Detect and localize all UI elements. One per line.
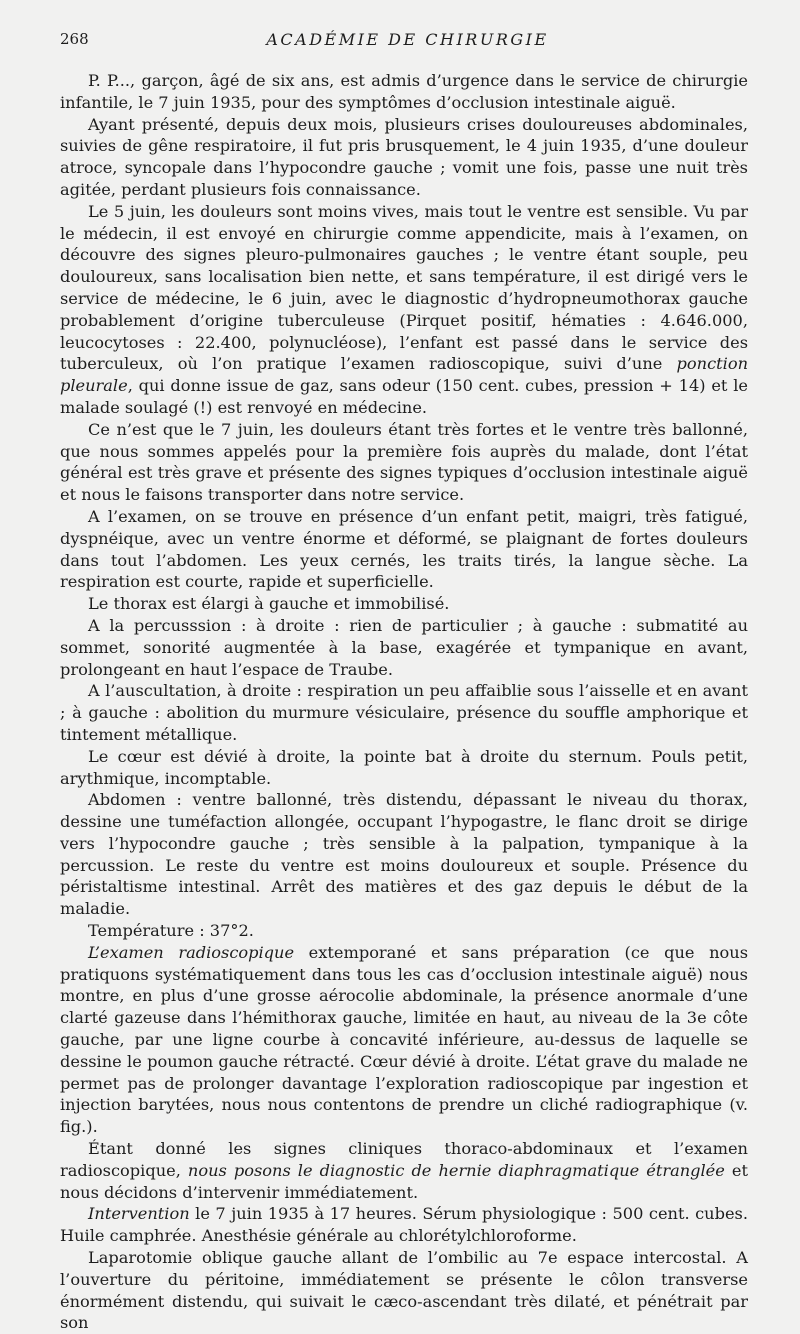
paragraph: Le thorax est élargi à gauche et immobilisé. [88,594,450,614]
paragraph: Température : 37°2. [88,921,254,941]
paragraph: L’examen radioscopique extemporané et sans préparation (ce que nous pratiquons systématiquement dans tous les cas d’occlusion intestinale aiguë) nous montre, en plus d’une grosse aérocolie abdominale, la présence anormale d’une clarté gazeuse dans l’hémithorax gauche, limitée en haut, au niveau de la 3e côte gauche, par une ligne courbe à concavité inférieure, au-dessus de laquelle se dessine le poumon gauche rétracté. Cœur dévié à droite. L’état grave du malade ne permet pas de prolonger davantage l’exploration radioscopique par ingestion et injection barytées, nous nous contentons de prendre un cliché radiographique (v. fig.). [60,942,749,1137]
paragraph: Laparotomie oblique gauche allant de l’ombilic au 7e espace intercostal. A l’ouverture du péritoine, immédiatement se présente le côlon transverse énormément distendu, qui suivait le cæco-ascendant très dilaté, et pénétrait par son [60,1248,748,1333]
paragraph: A l’examen, on se trouve en présence d’un enfant petit, maigri, très fatigué, dyspnéique, avec un ventre énorme et déformé, se plaignant de fortes douleurs dans tout l’abdomen. Les yeux cernés, les traits tirés, la langue sèche. La respiration est courte, rapide et superficielle. [60,506,748,592]
italic-text: Intervention [88,1204,190,1224]
paragraph: Ce n’est que le 7 juin, les douleurs étant très fortes et le ventre très ballonné, que nous sommes appelés pour la première fois auprès du malade, dont l’état général est très grave et présente des signes typiques d’occlusion intestinale aiguë et nous le faisons transporter dans notre service. [60,419,748,505]
paragraph: P. P..., garçon, âgé de six ans, est admis d’urgence dans le service de chirurgie infantile, le 7 juin 1935, pour des symptômes d’occlusion intestinale aiguë. [60,71,748,112]
paragraph: Abdomen : ventre ballonné, très distendu, dépassant le niveau du thorax, dessine une tuméfaction allongée, occupant l’hypogastre, le flanc droit se dirige vers l’hypocondre gauche ; très sensible à la palpation, tympanique à la percussion. Le reste du ventre est moins douloureux et souple. Présence du péristaltisme intestinal. Arrêt des matières et des gaz depuis le début de la maladie. [60,790,748,919]
page-header [60,30,755,54]
italic-text: L’examen radioscopique [88,942,295,962]
italic-text: nous posons le diagnostic de hernie diaphragmatique étranglée [187,1160,725,1180]
page-number: 268 [60,30,89,48]
paragraph: Intervention le 7 juin 1935 à 17 heures. Sérum physiologique : 500 cent. cubes. Huile camphrée. Anesthésie générale au chlorétylchloroforme. [60,1204,748,1246]
paragraph: A la percusssion : à droite : rien de particulier ; à gauche : submatité au sommet, sonorité augmentée à la base, exagérée et tympanique en avant, prolongeant en haut l’espace de Traube. [60,615,748,679]
paragraph: Étant donné les signes cliniques thoraco-abdominaux et l’examen radioscopique, nous posons le diagnostic de hernie diaphragmatique étranglée et nous décidons d’intervenir immédiatement. [60,1139,748,1202]
italic-text: ponction pleurale [60,354,748,396]
paragraph: Le cœur est dévié à droite, la pointe bat à droite du sternum. Pouls petit, arythmique, incomptable. [60,746,748,788]
paragraph: Le 5 juin, les douleurs sont moins vives, mais tout le ventre est sensible. Vu par le médecin, il est envoyé en chirurgie comme appendicite, mais à l’examen, on découvre des signes pleuro-pulmonaires gauches ; le ventre étant souple, peu douloureux, sans localisation bien nette, et sans température, il est dirigé vers le service de médecine, le 6 juin, avec le diagnostic d’hydropneumothorax gauche probablement d’origine tuberculeuse (Pirquet positif, hématies : 4.646.000, leucocytoses : 22.400, polynucléose), l’enfant est passé dans le service des tuberculeux, où l’on pratique l’examen radioscopique, suivi d’une ponction pleurale, qui donne issue de gaz, sans odeur (150 cent. cubes, pression + 14) et le malade soulagé (!) est renvoyé en médecine. [60,201,748,417]
paragraph: A l’auscultation, à droite : respiration un peu affaiblie sous l’aisselle et en avant ; à gauche : abolition du murmure vésiculaire, présence du souffle amphorique et tintement métallique. [60,681,748,744]
article-body [60,70,748,1334]
paragraph: Ayant présenté, depuis deux mois, plusieurs crises douloureuses abdominales, suivies de gêne respiratoire, il fut pris brusquement, le 4 juin 1935, d’une douleur atroce, syncopale dans l’hypocondre gauche ; vomit une fois, passe une nuit très agitée, perdant plusieurs fois connaissance. [60,114,748,199]
running-title: ACADÉMIE DE CHIRURGIE [266,30,549,49]
